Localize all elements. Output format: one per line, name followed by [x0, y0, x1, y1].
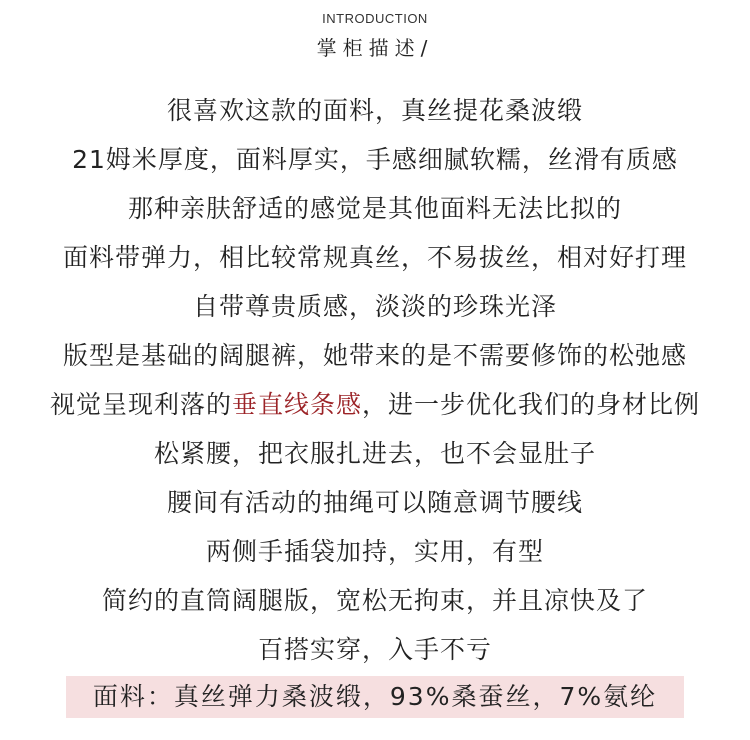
description-line-12: 百搭实穿，入手不亏 [257, 635, 492, 664]
line-7-tail: ，进一步优化我们的身材比例 [362, 390, 701, 419]
highlight-text: 垂直线条感 [231, 390, 362, 419]
description-line-9: 腰间有活动的抽绳可以随意调节腰线 [166, 488, 583, 517]
section-title: 掌柜描述/ [316, 36, 434, 60]
line-7-lead: 视觉呈现利落的 [49, 390, 232, 419]
description-line-7 [0, 380, 750, 429]
description-line-1: 很喜欢这款的面料，真丝提花桑波缎 [166, 96, 583, 125]
fabric-spec-banner: 面料：真丝弹力桑波缎，93%桑蚕丝，7%氨纶 [66, 676, 684, 718]
description-line-5: 自带尊贵质感，淡淡的珍珠光泽 [192, 292, 557, 321]
description-lines [0, 86, 750, 674]
description-line-2: 21姆米厚度，面料厚实，手感细腻软糯，丝滑有质感 [72, 145, 678, 174]
description-line-3: 那种亲肤舒适的感觉是其他面料无法比拟的 [127, 194, 622, 223]
description-line-10: 两侧手插袋加持，实用，有型 [205, 537, 544, 566]
section-eyebrow: INTRODUCTION [322, 11, 428, 26]
description-line-6: 版型是基础的阔腿裤，她带来的是不需要修饰的松弛感 [62, 341, 687, 370]
description-line-11: 简约的直筒阔腿版，宽松无拘束，并且凉快及了 [101, 586, 648, 615]
description-line-8: 松紧腰，把衣服扎进去，也不会显肚子 [153, 439, 596, 468]
description-line-4: 面料带弹力，相比较常规真丝，不易拔丝，相对好打理 [62, 243, 687, 272]
